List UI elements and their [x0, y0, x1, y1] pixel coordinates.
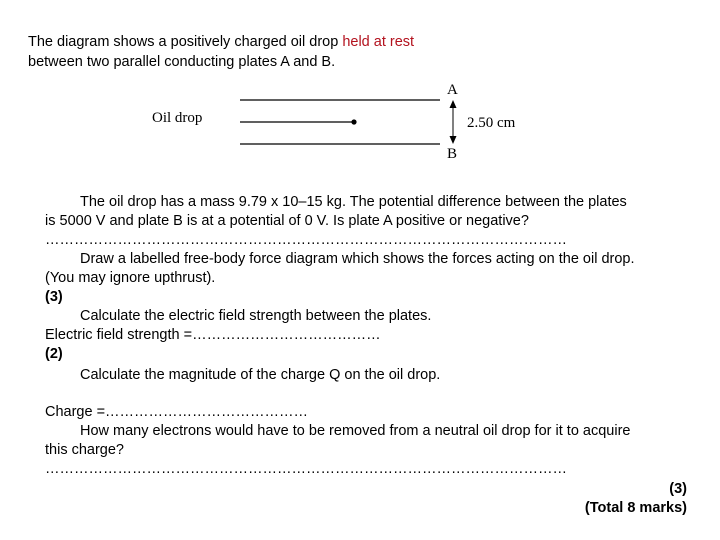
q4-line-1: Calculate the magnitude of the charge Q on the oil drop.: [80, 367, 441, 383]
q3-marks: (2): [45, 346, 63, 362]
q4-answer-line: Charge =……………………………………: [45, 404, 309, 420]
intro-line-1: The diagram shows a positively charged oil drop held at rest: [28, 34, 415, 50]
q2-line-2: (You may ignore upthrust).: [45, 270, 216, 286]
q1-line-1: The oil drop has a mass 9.79 x 10–15 kg. The potential difference between the plates: [80, 194, 627, 210]
separation-label: 2.50 cm: [467, 115, 516, 131]
q1-line-2: is 5000 V and plate B is at a potential of 0 V. Is plate A positive or negative?: [45, 213, 529, 229]
q1-answer-line: ………………………………………………………………………………………………: [45, 232, 567, 248]
separation-arrow-up-head: [450, 100, 457, 108]
separation-arrow-down-head: [450, 136, 457, 144]
held-at-rest-highlight: held at rest: [342, 34, 415, 50]
q5-marks: (3): [669, 481, 687, 497]
q3-answer-line: Electric field strength =…………………………………: [45, 327, 381, 343]
q3-line-1: Calculate the electric field strength between the plates.: [80, 308, 432, 324]
plate-b-label: B: [447, 146, 458, 162]
q2-line-1: Draw a labelled free-body force diagram which shows the forces acting on the oil drop.: [80, 251, 635, 267]
q5-line-2: this charge?: [45, 442, 124, 458]
q5-line-1: How many electrons would have to be removed from a neutral oil drop for it to acquire: [80, 423, 631, 439]
plate-a-label: A: [447, 82, 458, 98]
q2-marks: (3): [45, 289, 63, 305]
intro-line-2: between two parallel conducting plates A and B.: [28, 54, 336, 70]
q5-answer-line: ………………………………………………………………………………………………: [45, 461, 567, 477]
oil-drop-label: Oil drop: [152, 110, 203, 126]
total-marks: (Total 8 marks): [584, 500, 687, 516]
oil-drop-dot: [351, 119, 356, 124]
